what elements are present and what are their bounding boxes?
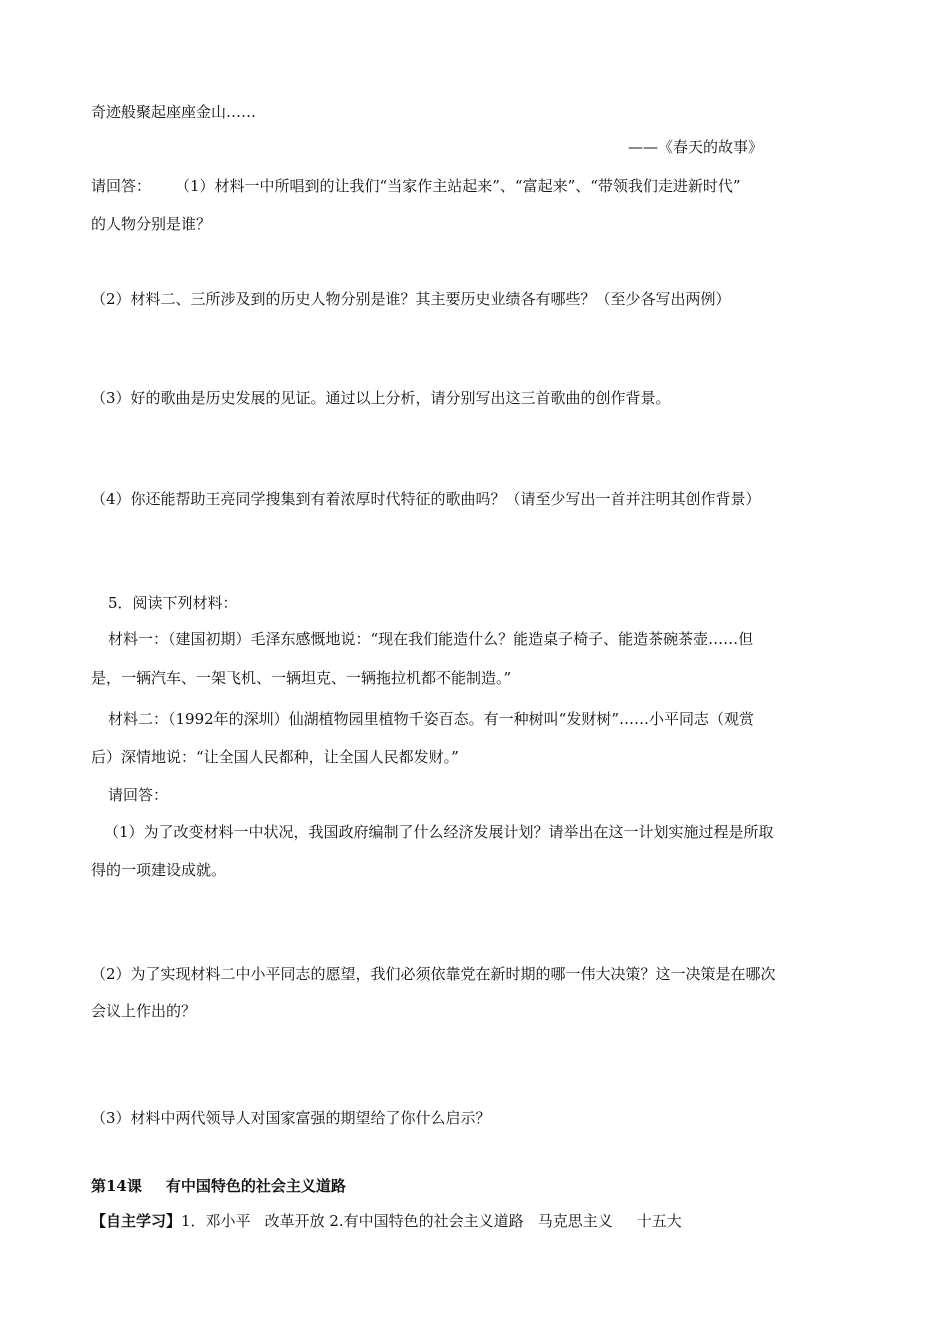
lesson-heading xyxy=(91,1176,346,1196)
q5-material1-line2: 是，一辆汽车、一架飞机、一辆坦克、一辆拖拉机都不能制造。” xyxy=(91,669,512,687)
answer-2b: 马克思主义 xyxy=(537,1212,613,1230)
song-attribution: ——《春天的故事》 xyxy=(628,138,764,156)
q5-sub3: （3）材料中两代领导人对国家富强的期望给了你什么启示？ xyxy=(91,1109,491,1127)
q5-sub1-line2: 得的一项建设成就。 xyxy=(91,861,227,879)
q5-sub2-line1: （2）为了实现材料二中小平同志的愿望，我们必须依靠党在新时期的哪一伟大决策？这一决策是在哪次 xyxy=(91,965,776,983)
answer-1: 1．邓小平 xyxy=(181,1212,251,1230)
q5-prompt: 请回答： xyxy=(108,786,169,804)
q4-sub1-text-a: （1）材料一中所唱到的让我们“当家作主站起来”、“富起来”、“带领我们走进新时代” xyxy=(175,177,741,195)
self-study-label: 【自主学习】 xyxy=(91,1212,182,1230)
q4-sub2: （2）材料二、三所涉及到的历史人物分别是谁？其主要历史业绩各有哪些？（至少各写出两例） xyxy=(91,290,731,308)
lesson-title: 有中国特色的社会主义道路 xyxy=(165,1177,346,1195)
poem-line: 奇迹般聚起座座金山…… xyxy=(91,103,257,121)
lesson-number: 第14课 xyxy=(91,1177,142,1195)
q5-sub1-line1: （1）为了改变材料一中状况，我国政府编制了什么经济发展计划？请举出在这一计划实施过程是所取 xyxy=(104,823,774,841)
q5-material2-line1: 材料二：（1992年的深圳）仙湖植物园里植物千姿百态。有一种树叫“发财树”……小平同志（观赏 xyxy=(108,710,755,728)
answer-2c: 十五大 xyxy=(636,1212,682,1230)
q5-heading: 5．阅读下列材料： xyxy=(108,594,238,612)
self-study-answers xyxy=(91,1211,682,1231)
q4-sub4: （4）你还能帮助王亮同学搜集到有着浓厚时代特征的歌曲吗？（请至少写出一首并注明其创作背景） xyxy=(91,490,761,508)
q5-sub2-line2: 会议上作出的？ xyxy=(91,1002,197,1020)
q4-prompt: 请回答： xyxy=(91,177,152,195)
answer-1b: 改革开放 xyxy=(264,1212,325,1230)
q4-sub1-line2: 的人物分别是谁？ xyxy=(91,215,212,233)
answer-2: 2.有中国特色的社会主义道路 xyxy=(329,1212,524,1230)
q5-material2-line2: 后）深情地说：“让全国人民都种，让全国人民都发财。” xyxy=(91,748,459,766)
q4-sub1-line1 xyxy=(91,176,741,196)
q5-material1-line1: 材料一：（建国初期）毛泽东感慨地说：“现在我们能造什么？能造桌子椅子、能造茶碗茶壶……但 xyxy=(108,630,754,648)
q4-sub3: （3）好的歌曲是历史发展的见证。通过以上分析，请分别写出这三首歌曲的创作背景。 xyxy=(91,389,671,407)
